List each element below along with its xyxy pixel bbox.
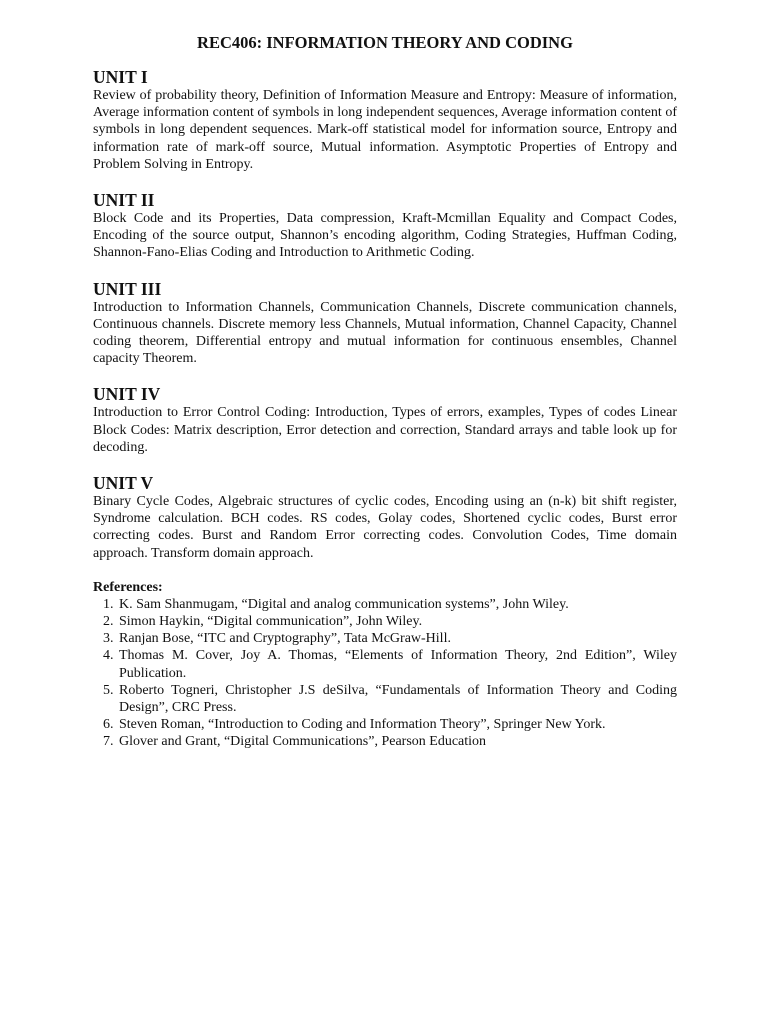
unit-4-section bbox=[93, 384, 677, 456]
document-title: REC406: INFORMATION THEORY AND CODING bbox=[197, 33, 573, 52]
unit-heading: UNIT II bbox=[93, 190, 155, 211]
reference-item: 2. Simon Haykin, “Digital communication”, John Wiley. bbox=[117, 613, 677, 630]
reference-item: 3. Ranjan Bose, “ITC and Cryptography”, Tata McGraw-Hill. bbox=[117, 630, 677, 647]
unit-heading: UNIT III bbox=[93, 278, 162, 299]
unit-5-section bbox=[93, 473, 677, 562]
unit-2-section bbox=[93, 190, 677, 262]
unit-body: Block Code and its Properties, Data compression, Kraft-Mcmillan Equality and Compact Codes, Encoding of the source output, Shannon’s encoding algorithm, Coding Strategies, Huffman Coding, Shannon-Fano-Elias Coding and Introduction to Arithmetic Coding. bbox=[93, 211, 677, 261]
reference-item: 7. Glover and Grant, “Digital Communications”, Pearson Education bbox=[117, 733, 677, 750]
unit-1-section bbox=[93, 67, 677, 173]
reference-item: 1. K. Sam Shanmugam, “Digital and analog communication systems”, John Wiley. bbox=[117, 596, 677, 613]
reference-item: 4. Thomas M. Cover, Joy A. Thomas, “Elements of Information Theory, 2nd Edition”, Wiley Publication. bbox=[117, 647, 677, 681]
reference-item: 6. Steven Roman, “Introduction to Coding and Information Theory”, Springer New York. bbox=[117, 716, 677, 733]
unit-3-section bbox=[93, 279, 677, 368]
reference-item: 5. Roberto Togneri, Christopher J.S deSilva, “Fundamentals of Information Theory and Coding Design”, CRC Press. bbox=[117, 682, 677, 716]
unit-body: Introduction to Error Control Coding: Introduction, Types of errors, examples, Types of codes Linear Block Codes: Matrix description, Error detection and correction, Standard arrays and table look up for decoding. bbox=[93, 405, 677, 455]
syllabus-page bbox=[93, 33, 677, 751]
unit-body: Review of probability theory, Definition of Information Measure and Entropy: Measure of information, Average information content of symbols in long independent sequences, Average information content of symbols in long dependent sequences. Mark-off statistical model for information source, Entropy and information rate of mark-off source, Mutual information. Asymptotic Properties of Entropy and Problem Solving in Entropy. bbox=[93, 88, 677, 172]
unit-body: Binary Cycle Codes, Algebraic structures of cyclic codes, Encoding using an (n-k) bit shift register, Syndrome calculation. BCH codes. RS codes, Golay codes, Shortened cyclic codes, Burst error correcting codes. Burst and Random Error correcting codes. Convolution Codes, Time domain approach. Transform domain approach. bbox=[93, 494, 677, 561]
unit-heading: UNIT V bbox=[93, 473, 154, 494]
references-section bbox=[93, 579, 677, 751]
unit-heading: UNIT I bbox=[93, 67, 148, 87]
unit-heading: UNIT IV bbox=[93, 384, 161, 405]
unit-body: Introduction to Information Channels, Communication Channels, Discrete communication channels, Continuous channels. Discrete memory less Channels, Mutual information, Channel Capacity, Channel coding theorem, Differential entropy and mutual information for continuous ensembles, Channel capacity Theorem. bbox=[93, 299, 677, 367]
references-list bbox=[93, 596, 677, 751]
references-heading: References: bbox=[93, 579, 163, 595]
